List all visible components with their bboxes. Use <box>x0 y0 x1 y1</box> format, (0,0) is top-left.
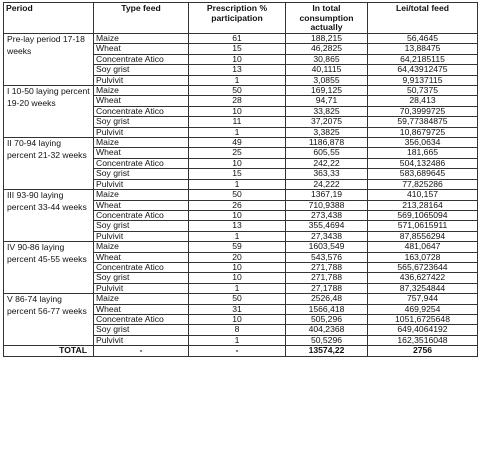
consumption-cell: 1186,878 <box>286 138 368 148</box>
lei-cell: 569,1065094 <box>368 210 478 220</box>
table-row <box>4 242 478 252</box>
lei-cell: 13,88475 <box>368 44 478 54</box>
lei-cell: 213,28164 <box>368 200 478 210</box>
header-total-consumption: In total consumption actually <box>286 3 368 34</box>
feed-type-cell: Concentrate Atico <box>94 158 189 168</box>
lei-cell: 356,0634 <box>368 138 478 148</box>
lei-cell: 59,77384875 <box>368 117 478 127</box>
total-label: TOTAL <box>4 346 94 357</box>
consumption-cell: 1566,418 <box>286 304 368 314</box>
feed-consumption-table <box>3 2 478 357</box>
header-type-feed: Type feed <box>94 3 189 34</box>
consumption-cell: 505,296 <box>286 314 368 324</box>
consumption-cell: 24,222 <box>286 179 368 189</box>
feed-type-cell: Soy grist <box>94 325 189 335</box>
table-header-row <box>4 3 478 34</box>
lei-cell: 87,8556294 <box>368 231 478 241</box>
lei-cell: 1051,6725648 <box>368 314 478 324</box>
total-consumption-cell: 13574,22 <box>286 346 368 357</box>
participation-cell: 50 <box>189 294 286 304</box>
lei-cell: 181,665 <box>368 148 478 158</box>
total-type-cell: - <box>94 346 189 357</box>
feed-type-cell: Wheat <box>94 44 189 54</box>
lei-cell: 77,825286 <box>368 179 478 189</box>
feed-type-cell: Wheat <box>94 148 189 158</box>
table-row <box>4 138 478 148</box>
lei-cell: 649,4064192 <box>368 325 478 335</box>
participation-cell: 10 <box>189 54 286 64</box>
feed-type-cell: Pulvivit <box>94 335 189 345</box>
consumption-cell: 355,4694 <box>286 221 368 231</box>
table-row <box>4 294 478 304</box>
consumption-cell: 1603,549 <box>286 242 368 252</box>
feed-type-cell: Pulvivit <box>94 127 189 137</box>
participation-cell: 28 <box>189 96 286 106</box>
consumption-cell: 50,5296 <box>286 335 368 345</box>
total-row <box>4 346 478 357</box>
feed-type-cell: Concentrate Atico <box>94 54 189 64</box>
participation-cell: 10 <box>189 314 286 324</box>
consumption-cell: 404,2368 <box>286 325 368 335</box>
consumption-cell: 242,22 <box>286 158 368 168</box>
consumption-cell: 605,55 <box>286 148 368 158</box>
consumption-cell: 30,865 <box>286 54 368 64</box>
consumption-cell: 37,2075 <box>286 117 368 127</box>
participation-cell: 59 <box>189 242 286 252</box>
feed-type-cell: Concentrate Atico <box>94 314 189 324</box>
feed-type-cell: Concentrate Atico <box>94 106 189 116</box>
consumption-cell: 27,3438 <box>286 231 368 241</box>
feed-type-cell: Maize <box>94 190 189 200</box>
feed-type-cell: Soy grist <box>94 65 189 75</box>
lei-cell: 10,8679725 <box>368 127 478 137</box>
feed-consumption-table-wrapper <box>3 2 477 453</box>
consumption-cell: 710,9388 <box>286 200 368 210</box>
participation-cell: 11 <box>189 117 286 127</box>
table-row <box>4 190 478 200</box>
table-row <box>4 86 478 96</box>
lei-cell: 9,9137115 <box>368 75 478 85</box>
total-pct-cell: - <box>189 346 286 357</box>
feed-type-cell: Pulvivit <box>94 179 189 189</box>
consumption-cell: 543,576 <box>286 252 368 262</box>
participation-cell: 10 <box>189 158 286 168</box>
participation-cell: 31 <box>189 304 286 314</box>
period-cell: II 70-94 laying percent 21-32 weeks <box>4 138 94 190</box>
participation-cell: 10 <box>189 273 286 283</box>
feed-type-cell: Wheat <box>94 200 189 210</box>
consumption-cell: 188,215 <box>286 34 368 44</box>
participation-cell: 1 <box>189 179 286 189</box>
participation-cell: 13 <box>189 65 286 75</box>
consumption-cell: 271,788 <box>286 262 368 272</box>
participation-cell: 15 <box>189 169 286 179</box>
lei-cell: 571,0615911 <box>368 221 478 231</box>
lei-cell: 504,132486 <box>368 158 478 168</box>
lei-cell: 757,944 <box>368 294 478 304</box>
consumption-cell: 1367,19 <box>286 190 368 200</box>
feed-type-cell: Maize <box>94 34 189 44</box>
consumption-cell: 40,1115 <box>286 65 368 75</box>
feed-type-cell: Maize <box>94 138 189 148</box>
feed-type-cell: Soy grist <box>94 273 189 283</box>
lei-cell: 410,157 <box>368 190 478 200</box>
participation-cell: 1 <box>189 335 286 345</box>
participation-cell: 26 <box>189 200 286 210</box>
lei-cell: 481,0647 <box>368 242 478 252</box>
period-cell: I 10-50 laying percent 19-20 weeks <box>4 86 94 138</box>
participation-cell: 10 <box>189 210 286 220</box>
feed-type-cell: Concentrate Atico <box>94 262 189 272</box>
participation-cell: 1 <box>189 127 286 137</box>
lei-cell: 70,3999725 <box>368 106 478 116</box>
consumption-cell: 273,438 <box>286 210 368 220</box>
participation-cell: 1 <box>189 283 286 293</box>
lei-cell: 64,43912475 <box>368 65 478 75</box>
feed-type-cell: Wheat <box>94 252 189 262</box>
lei-cell: 163,0728 <box>368 252 478 262</box>
feed-type-cell: Wheat <box>94 304 189 314</box>
participation-cell: 49 <box>189 138 286 148</box>
lei-cell: 469,9254 <box>368 304 478 314</box>
participation-cell: 25 <box>189 148 286 158</box>
lei-cell: 436,627422 <box>368 273 478 283</box>
participation-cell: 13 <box>189 221 286 231</box>
feed-type-cell: Maize <box>94 86 189 96</box>
lei-cell: 64,2185115 <box>368 54 478 64</box>
consumption-cell: 3,0855 <box>286 75 368 85</box>
consumption-cell: 94,71 <box>286 96 368 106</box>
header-prescription: Prescription % participation <box>189 3 286 34</box>
lei-cell: 565,6723644 <box>368 262 478 272</box>
lei-cell: 50,7375 <box>368 86 478 96</box>
lei-cell: 28,413 <box>368 96 478 106</box>
consumption-cell: 33,825 <box>286 106 368 116</box>
lei-cell: 162,3516048 <box>368 335 478 345</box>
feed-type-cell: Pulvivit <box>94 283 189 293</box>
feed-type-cell: Wheat <box>94 96 189 106</box>
feed-type-cell: Concentrate Atico <box>94 210 189 220</box>
consumption-cell: 271,788 <box>286 273 368 283</box>
feed-type-cell: Pulvivit <box>94 231 189 241</box>
header-period: Period <box>4 3 94 34</box>
lei-cell: 87,3254844 <box>368 283 478 293</box>
total-lei-cell: 2756 <box>368 346 478 357</box>
lei-cell: 56,4645 <box>368 34 478 44</box>
participation-cell: 1 <box>189 231 286 241</box>
feed-type-cell: Soy grist <box>94 117 189 127</box>
consumption-cell: 27,1788 <box>286 283 368 293</box>
consumption-cell: 363,33 <box>286 169 368 179</box>
table-body <box>4 34 478 346</box>
feed-type-cell: Pulvivit <box>94 75 189 85</box>
participation-cell: 50 <box>189 86 286 96</box>
table-row <box>4 34 478 44</box>
period-cell: Pre-lay period 17-18 weeks <box>4 34 94 86</box>
lei-cell: 583,689645 <box>368 169 478 179</box>
consumption-cell: 169,125 <box>286 86 368 96</box>
period-cell: V 86-74 laying percent 56-77 weeks <box>4 294 94 346</box>
feed-type-cell: Soy grist <box>94 221 189 231</box>
participation-cell: 8 <box>189 325 286 335</box>
header-lei-total-feed: Lei/total feed <box>368 3 478 34</box>
participation-cell: 50 <box>189 190 286 200</box>
participation-cell: 15 <box>189 44 286 54</box>
consumption-cell: 2526,48 <box>286 294 368 304</box>
period-cell: III 93-90 laying percent 33-44 weeks <box>4 190 94 242</box>
consumption-cell: 46,2825 <box>286 44 368 54</box>
participation-cell: 10 <box>189 106 286 116</box>
participation-cell: 61 <box>189 34 286 44</box>
participation-cell: 20 <box>189 252 286 262</box>
feed-type-cell: Maize <box>94 294 189 304</box>
period-cell: IV 90-86 laying percent 45-55 weeks <box>4 242 94 294</box>
feed-type-cell: Maize <box>94 242 189 252</box>
participation-cell: 10 <box>189 262 286 272</box>
consumption-cell: 3,3825 <box>286 127 368 137</box>
participation-cell: 1 <box>189 75 286 85</box>
feed-type-cell: Soy grist <box>94 169 189 179</box>
